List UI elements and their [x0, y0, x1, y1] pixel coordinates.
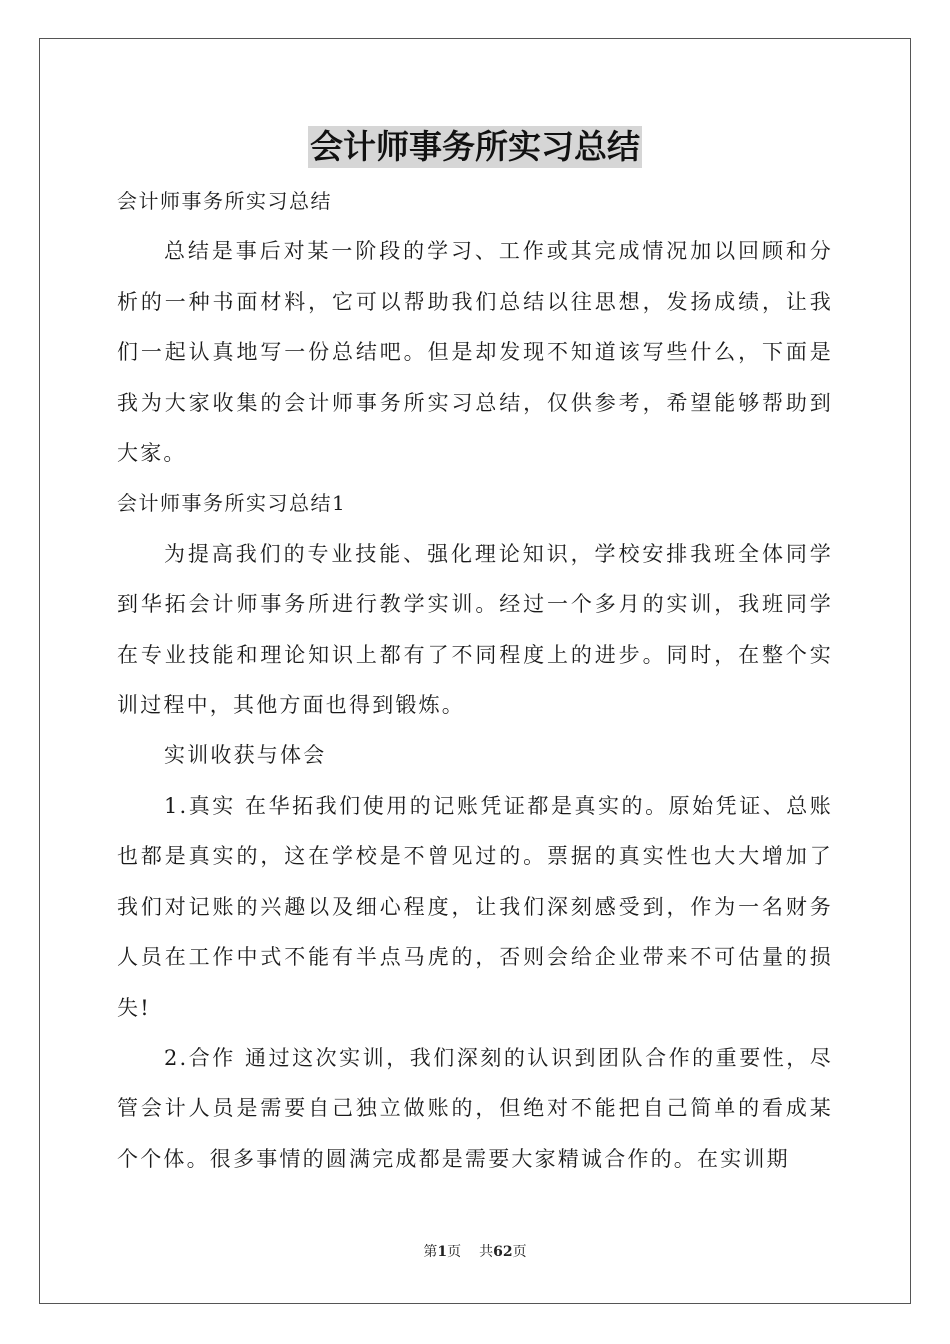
point-2-paragraph: 2.合作 通过这次实训，我们深刻的认识到团队合作的重要性，尽管会计人员是需要自己独立做账的，但绝对不能把自己简单的看成某个个体。很多事情的圆满完成都是需要大家精诚合作的。在实训期	[117, 1045, 833, 1171]
page-label-prefix: 第	[423, 1244, 438, 1260]
subtitle: 会计师事务所实习总结	[117, 189, 332, 213]
section-1-paragraph: 为提高我们的专业技能、强化理论知识，学校安排我班全体同学到华拓会计师事务所进行教学实训。经过一个多月的实训，我班同学在专业技能和理论知识上都有了不同程度上的进步。同时，在整个实训过程中，其他方面也得到锻炼。	[117, 541, 833, 718]
section-heading-1: 会计师事务所实习总结1	[117, 491, 347, 516]
document-body	[117, 176, 833, 1184]
total-label-suffix: 页	[512, 1244, 527, 1260]
total-label-prefix: 共	[479, 1244, 494, 1260]
intro-paragraph: 总结是事后对某一阶段的学习、工作或其完成情况加以回顾和分析的一种书面材料，它可以帮助我们总结以往思想，发扬成绩，让我们一起认真地写一份总结吧。但是却发现不知道该写些什么，下面是我为大家收集的会计师事务所实习总结，仅供参考，希望能够帮助到大家。	[117, 239, 833, 466]
title-area	[0, 126, 950, 168]
point-1-paragraph: 1.真实 在华拓我们使用的记账凭证都是真实的。原始凭证、总账也都是真实的，这在学校是不曾见过的。票据的真实性也大大增加了我们对记账的兴趣以及细心程度，让我们深刻感受到，作为一名财务人员在工作中式不能有半点马虎的，否则会给企业带来不可估量的损失!	[117, 793, 833, 1020]
page-footer	[0, 1243, 950, 1261]
document-title: 会计师事务所实习总结	[310, 127, 640, 166]
page-label-suffix: 页	[447, 1244, 462, 1260]
total-page-count: 62	[493, 1244, 513, 1260]
gains-heading: 实训收获与体会	[164, 743, 327, 768]
current-page-number: 1	[437, 1244, 448, 1260]
